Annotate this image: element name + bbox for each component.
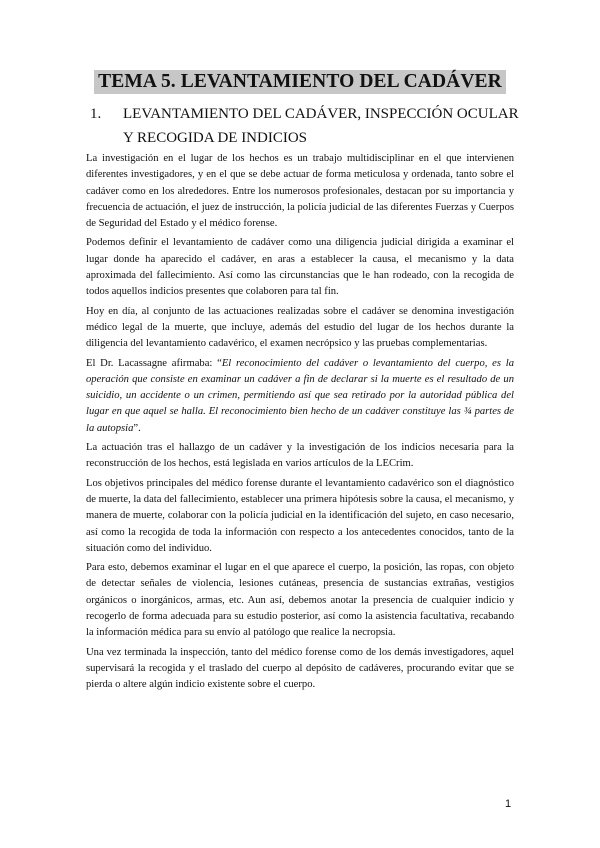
paragraph: Hoy en día, al conjunto de las actuaciones realizadas sobre el cadáver se denomina investigación médico legal de la muerte, que incluye, además del estudio del lugar de los hechos durante la diligencia del levantamiento cadavérico, el examen necrópsico y las pruebas complementarias. (86, 305, 514, 350)
quote-paragraph (86, 356, 514, 437)
section-heading (90, 102, 530, 150)
title-container (0, 70, 600, 94)
paragraph: Los objetivos principales del médico forense durante el levantamiento cadavérico son el diagnóstico de muerte, la data del fallecimiento, establecer una primera hipótesis sobre la causa, el mecanismo, y manera de muerte, colaborar con la policía judicial en la identificación del sujeto, en caso necesario, así como la recogida de toda la información con respecto a los antecedentes conocidos, tanto de la situación como del individuo. (86, 477, 514, 554)
quote-lead: El Dr. Lacassagne afirmaba: “ (86, 357, 222, 369)
section-title: LEVANTAMIENTO DEL CADÁVER, INSPECCIÓN OCULAR Y RECOGIDA DE INDICIOS (123, 106, 519, 146)
paragraph: La actuación tras el hallazgo de un cadáver y la investigación de los indicios necesaria para la reconstrucción de los hechos, está legislada en varios artículos de la LECrim. (86, 442, 514, 470)
quote-text: El reconocimiento del cadáver o levantamiento del cuerpo, es la operación que consiste en examinar un cadáver a fin de declarar si la muerte es el resultado de un suicidio, un accidente o un crimen, permitiendo así que sea retirado por la autoridad pública del lugar en que aquel se halla. El reconocimiento bien hecho de un cadáver constituye las ¾ partes de la autopsia (86, 357, 515, 434)
body-text (86, 151, 514, 697)
paragraph: Para esto, debemos examinar el lugar en el que aparece el cuerpo, la posición, las ropas, con objeto de detectar señales de violencia, lesiones cutáneas, presencia de sustancias extrañas, vestigios orgánicos o inorgánicos, armas, etc. Aun así, debemos anotar la presencia de cualquier indicio y recogerlo de forma adecuada para su estudio posterior, así como la asistencia facultativa, recabando la información médica para su envío al patólogo que realice la necropsia. (86, 562, 514, 639)
page-number: 1 (505, 798, 512, 810)
paragraph: La investigación en el lugar de los hechos es un trabajo multidisciplinar en el que intervienen diferentes investigadores, y en el que se debe actuar de forma meticulosa y ordenada, tanto sobre el cadáver como en los alrededores. Entre los numerosos profesionales, destacan por su importancia y frecuencia de actuación, el juez de instrucción, la policía judicial de las diferentes Fuerzas y Cuerpos de Seguridad del Estado y el médico forense. (86, 153, 514, 230)
paragraph: Podemos definir el levantamiento de cadáver como una diligencia judicial dirigida a examinar el lugar donde ha aparecido el cadáver, en aras a establecer la causa, el mecanismo y la data aproximada del fallecimiento. Así como las circunstancias que le han rodeado, con la recogida de todos aquellos indicios presentes que colaboren para tal fin. (86, 237, 514, 298)
section-number: 1. (90, 106, 102, 122)
page-title: TEMA 5. LEVANTAMIENTO DEL CADÁVER (94, 70, 506, 94)
paragraph: Una vez terminada la inspección, tanto del médico forense como de los demás investigadores, aquel supervisará la recogida y el traslado del cuerpo al depósito de cadáveres, procurando evitar que se pierda o altere algún indicio existente sobre el cuerpo. (86, 646, 514, 691)
quote-tail: ”. (133, 422, 141, 434)
